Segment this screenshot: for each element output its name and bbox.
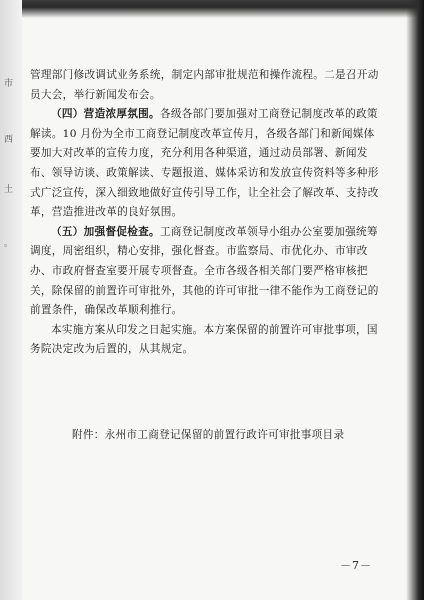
page-number: －7－: [340, 559, 372, 572]
body-text: [30, 66, 385, 360]
paragraph-effective-date: 本实施方案从印发之日起实施。本方案保留的前置许可审批事项，国务院决定改为后置的，从其规定。: [30, 323, 378, 356]
margin-mark: 市: [4, 79, 14, 89]
section-heading: （四）营造浓厚氛围。: [51, 108, 160, 121]
section-publicity: [30, 105, 385, 223]
attachment-line: 附件：永州市工商登记保留的前置行政许可审批事项目录: [72, 429, 345, 441]
section-heading: （五）加强督促检查。: [51, 225, 160, 238]
margin-mark: 。: [4, 239, 14, 249]
scan-left-edge: [0, 0, 22, 600]
section-supervision: [30, 223, 385, 321]
section-body: 工商登记制度改革领导小组办公室要加强统筹调度，周密组织，精心安排，强化督查。市监察局、市优化办、市审改办、市政府督查室要开展专项督查。全市各级各相关部门要严格审核把关，除保留的前置许可审批外，其他的许可审批一律不能作为工商登记的前置条件，确保改革顺利推行。: [30, 225, 379, 317]
paragraph-continuation: 管理部门修改调试业务系统，制定内部审批规范和操作流程。二是召开动员大会，举行新闻发布会。: [30, 69, 379, 101]
scan-shadow-top: [0, 0, 424, 18]
margin-mark: 西: [4, 135, 14, 145]
scan-right-edge: [406, 0, 424, 600]
section-body: 各级各部门要加强对工商登记制度改革的政策解读。10 月份为全市工商登记制度改革宣传月，各级各部门和新闻媒体要加大对改革的宣传力度，充分利用各种渠道，通过动员部署、新闻发布、领导访谈、政策解读、专题报道、媒体采访和发放宣传资料等多种形式广泛宣传，深入细致地做好宣传引导工作，让全社会了解改革、支持改革，营造推进改革的良好氛围。: [30, 108, 379, 219]
margin-mark: 土: [4, 185, 14, 195]
